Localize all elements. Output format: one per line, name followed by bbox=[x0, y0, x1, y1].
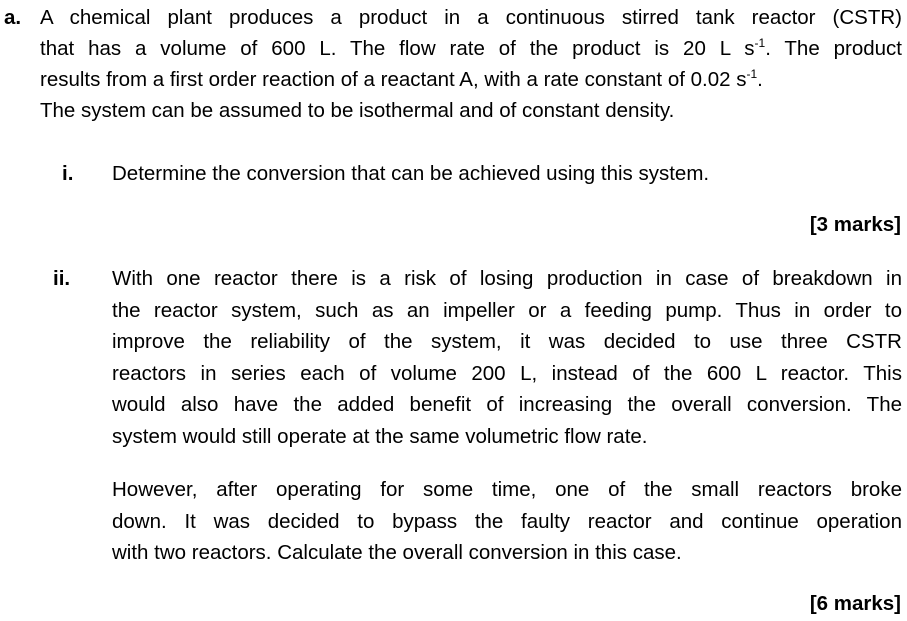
part-ii-paragraph-2 bbox=[112, 474, 902, 569]
part-ii-p1-line-2: the reactor system, such as an impeller or a feeding pump. Thus in order to bbox=[112, 298, 902, 322]
question-stem bbox=[40, 2, 902, 126]
stem-line-3 bbox=[40, 64, 902, 95]
part-i-label: i. bbox=[62, 162, 74, 185]
part-ii-label: ii. bbox=[53, 267, 71, 290]
unit-exponent-2: -1 bbox=[746, 67, 758, 81]
stem-line-4: The system can be assumed to be isothermal and of constant density. bbox=[40, 99, 675, 122]
stem-line-1: A chemical plant produces a product in a continuous stirred tank reactor (CSTR) bbox=[40, 6, 902, 29]
stem-line-2-text: that has a volume of 600 L. The flow rate of the product is 20 L s bbox=[40, 37, 755, 60]
stem-line-2-tail: . The product bbox=[765, 37, 902, 60]
part-ii-marks: [6 marks] bbox=[809, 592, 901, 615]
unit-exponent-1: -1 bbox=[754, 36, 766, 50]
stem-line-2 bbox=[40, 33, 902, 64]
part-i-marks: [3 marks] bbox=[809, 213, 901, 236]
stem-line-3-tail: . bbox=[757, 68, 763, 91]
part-ii-p2-line-2: down. It was decided to bypass the faulty reactor and continue operation bbox=[112, 509, 902, 533]
part-ii-p1-line-5: would also have the added benefit of increasing the overall conversion. The bbox=[112, 393, 902, 416]
part-ii-p2-line-1: However, after operating for some time, one of the small reactors broke bbox=[112, 478, 902, 501]
part-ii-p1-line-3: improve the reliability of the system, it was decided to use three CSTR bbox=[112, 330, 902, 353]
part-ii-p1-line-4: reactors in series each of volume 200 L, instead of the 600 L reactor. This bbox=[112, 361, 902, 385]
stem-line-3-text: results from a first order reaction of a reactant A, with a rate constant of 0.02 s bbox=[40, 68, 747, 91]
part-ii-p1-line-6: system would still operate at the same volumetric flow rate. bbox=[112, 424, 648, 448]
part-i-text bbox=[112, 158, 902, 190]
part-i-line: Determine the conversion that can be achieved using this system. bbox=[112, 162, 710, 185]
part-ii-paragraph-1 bbox=[112, 263, 902, 452]
part-ii-p1-line-1: With one reactor there is a risk of losing production in case of breakdown in bbox=[112, 267, 902, 290]
question-label: a. bbox=[4, 6, 22, 29]
part-ii-p2-line-3: with two reactors. Calculate the overall conversion in this case. bbox=[112, 541, 682, 564]
